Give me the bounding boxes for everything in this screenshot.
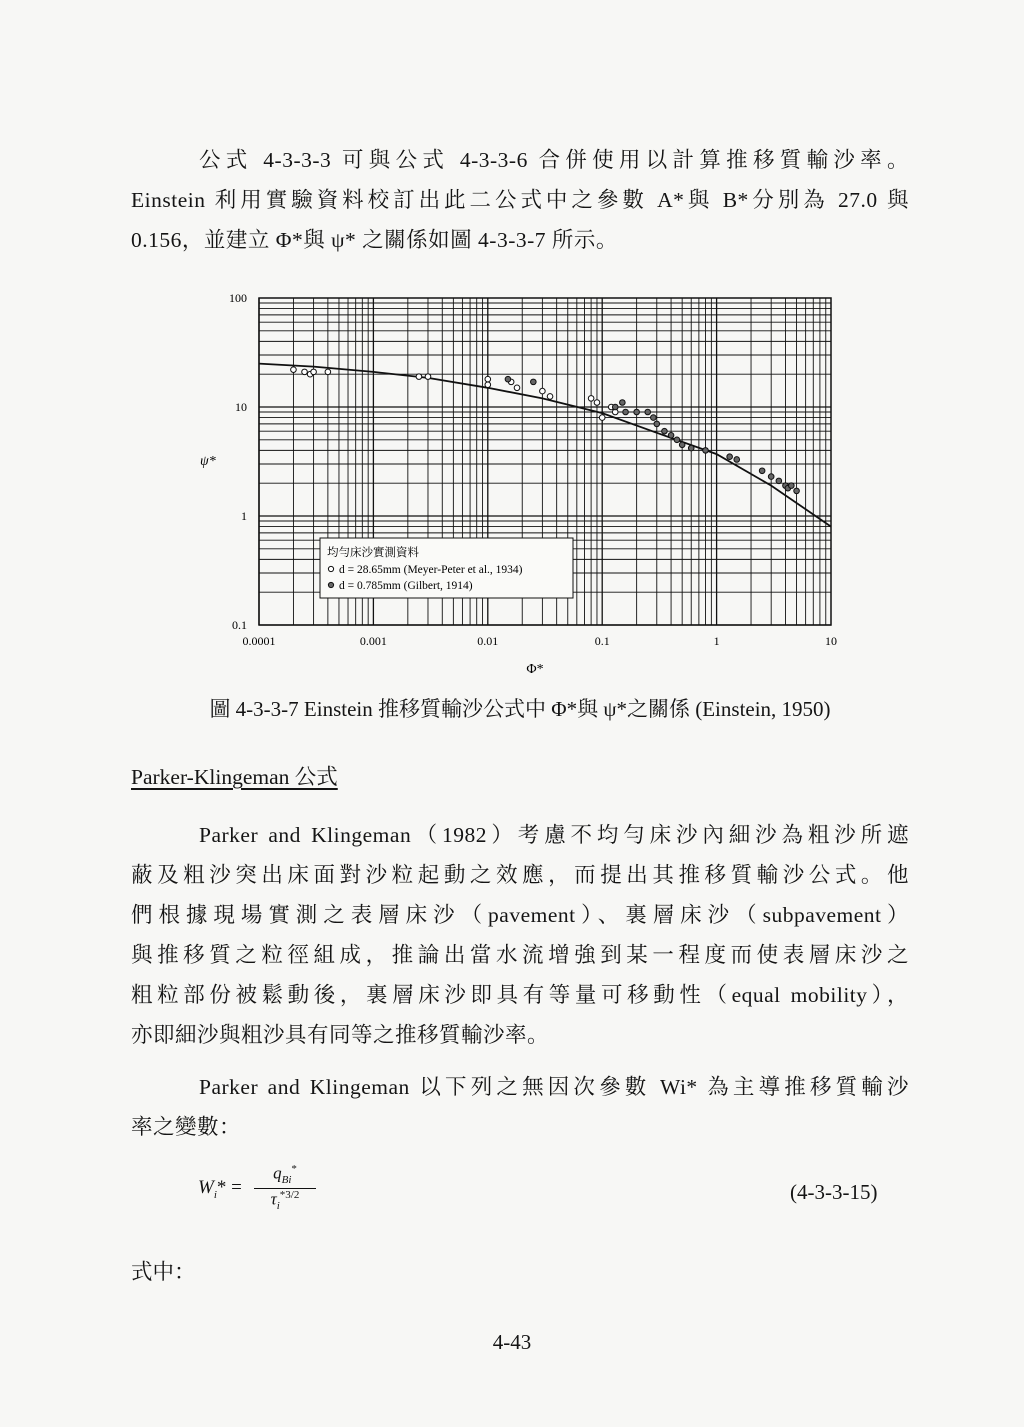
p1-line-4: 與推移質之粒徑組成，推論出當水流增強到某一程度而使表層床沙之 xyxy=(131,943,909,967)
eq-fraction xyxy=(254,1163,316,1212)
p1-line-5: 粗粒部份被鬆動後，裏層床沙即具有等量可移動性（equal mobility）， xyxy=(131,983,909,1007)
y-tick-label: 1 xyxy=(241,509,247,523)
data-point-filled xyxy=(623,409,629,415)
x-tick-label: 0.0001 xyxy=(242,634,276,648)
data-point-filled xyxy=(703,448,709,454)
data-point-filled xyxy=(674,437,680,443)
data-point-filled xyxy=(612,404,618,410)
p1-line-6: 亦即細沙與粗沙具有同等之推移質輸沙率。 xyxy=(131,1023,550,1047)
legend-filled-marker xyxy=(328,582,333,587)
data-point-open xyxy=(425,374,431,380)
data-point-open xyxy=(547,394,553,400)
section-heading: Parker-Klingeman 公式 xyxy=(131,765,338,789)
variable-paragraph xyxy=(131,1067,909,1147)
fit-curve xyxy=(259,364,831,527)
x-tick-label: 10 xyxy=(825,634,837,648)
einstein-chart xyxy=(200,285,850,685)
intro-paragraph xyxy=(131,140,909,260)
x-tick-label: 0.001 xyxy=(359,634,387,648)
data-point-open xyxy=(485,382,491,388)
data-point-filled xyxy=(668,433,674,439)
data-point-filled xyxy=(505,376,511,382)
data-point-open xyxy=(540,388,546,394)
p2-line-1: Parker and Klingeman 以下列之無因次參數 Wi* 為主導推移質輸沙 xyxy=(199,1075,909,1099)
eq-lhs: $W_i*$ = xyxy=(198,1177,242,1201)
p1-line-3: 們根據現場實測之表層床沙（pavement）、裏層床沙（subpavement） xyxy=(131,903,909,927)
legend-entry-2: d = 0.785mm (Gilbert, 1914) xyxy=(339,580,473,592)
data-point-filled xyxy=(662,428,668,434)
data-point-filled xyxy=(789,483,795,489)
legend-open-marker xyxy=(328,566,333,571)
where-label: 式中： xyxy=(131,1260,196,1284)
chart-legend xyxy=(320,538,573,598)
y-axis-label: ψ* xyxy=(200,454,216,469)
data-point-filled xyxy=(651,415,657,421)
parker-paragraph xyxy=(131,815,909,1055)
data-point-open xyxy=(594,400,600,406)
data-point-filled xyxy=(634,409,640,415)
figure-caption: 圖 4-3-3-7 Einstein 推移質輸沙公式中 Φ*與 ψ*之關係 (Einstein, 1950) xyxy=(209,697,831,721)
data-point-filled xyxy=(688,445,694,451)
data-point-filled xyxy=(734,457,740,463)
equation-number: (4-3-3-15) xyxy=(790,1180,878,1204)
data-point-open xyxy=(325,369,331,375)
x-tick-label: 0.1 xyxy=(594,634,610,648)
data-point-filled xyxy=(768,474,774,480)
data-point-open xyxy=(291,367,297,373)
eq-numerator: $q_{Bi}^*$ xyxy=(273,1163,297,1187)
data-point-filled xyxy=(645,409,651,415)
intro-line-1: 公式 4-3-3-3 可與公式 4-3-3-6 合併使用以計算推移質輸沙率。 xyxy=(199,148,909,172)
legend-entry-1: d = 28.65mm (Meyer-Peter et al., 1934) xyxy=(339,564,523,576)
page-number: 4-43 xyxy=(492,1330,532,1354)
data-point-filled xyxy=(794,488,800,494)
data-point-open xyxy=(514,385,520,391)
data-point-filled xyxy=(679,442,685,448)
intro-line-3: 0.156，並建立 Φ*與 ψ* 之關係如圖 4-3-3-7 所示。 xyxy=(131,228,618,252)
data-point-open xyxy=(302,369,308,375)
data-point-open xyxy=(599,415,605,421)
y-tick-label: 10 xyxy=(235,400,247,414)
data-point-filled xyxy=(654,421,660,427)
p1-line-1: Parker and Klingeman（1982）考慮不均勻床沙內細沙為粗沙所遮 xyxy=(199,823,909,847)
x-axis-label: Φ* xyxy=(526,662,544,677)
x-tick-label: 1 xyxy=(713,634,720,648)
data-points xyxy=(291,367,800,494)
data-point-filled xyxy=(776,478,782,484)
p1-line-2: 蔽及粗沙突出床面對沙粒起動之效應，而提出其推移質輸沙公式。他 xyxy=(131,863,909,887)
data-point-filled xyxy=(620,400,626,406)
y-tick-label: 100 xyxy=(229,291,247,305)
p2-line-2: 率之變數： xyxy=(131,1115,242,1139)
data-point-filled xyxy=(531,379,537,385)
data-point-open xyxy=(588,396,594,402)
data-point-open xyxy=(416,374,422,380)
y-tick-label: 0.1 xyxy=(232,618,247,632)
data-point-filled xyxy=(759,468,765,474)
data-point-open xyxy=(485,376,491,382)
eq-denominator: $\tau_i^{*3/2}$ xyxy=(270,1189,300,1213)
data-point-open xyxy=(311,369,317,375)
data-point-filled xyxy=(727,454,733,460)
legend-title: 均勻床沙實測資料 xyxy=(327,547,419,559)
x-tick-label: 0.01 xyxy=(477,634,499,648)
intro-line-2: Einstein 利用實驗資料校訂出此二公式中之參數 A*與 B*分別為 27.0 與 xyxy=(131,188,909,212)
